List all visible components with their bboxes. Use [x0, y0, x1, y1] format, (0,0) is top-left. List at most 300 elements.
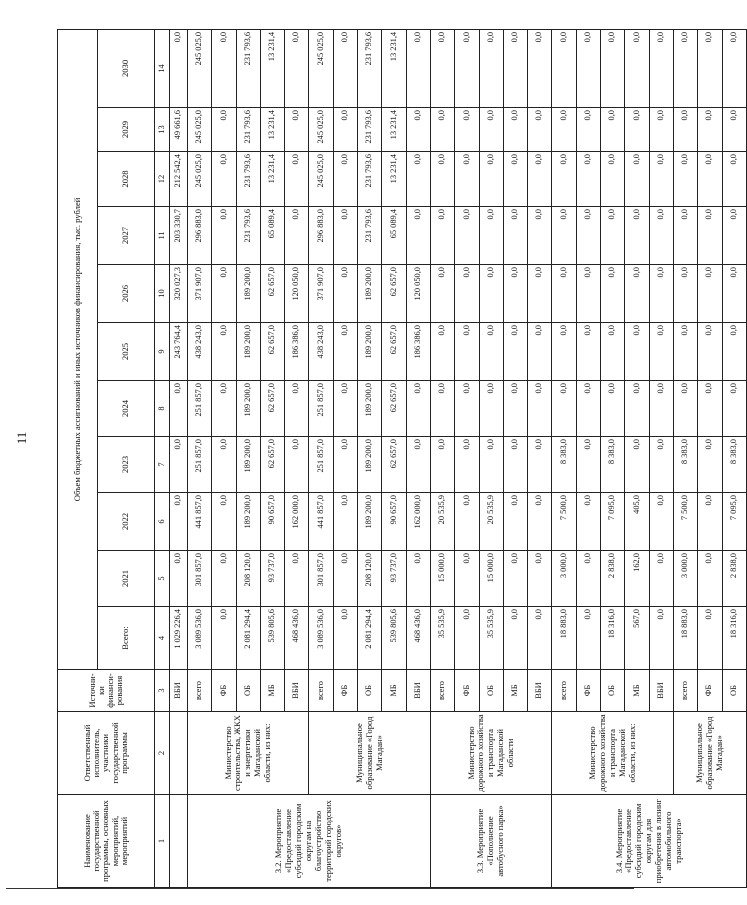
value-cell: 189 200,0 — [358, 323, 382, 381]
funding-table — [57, 29, 747, 888]
value-cell: 0,0 — [503, 152, 527, 207]
value-cell: 0,0 — [406, 207, 430, 265]
source-cell: ОБ — [601, 670, 625, 712]
value-cell: 0,0 — [601, 207, 625, 265]
value-cell: 20 535,9 — [479, 493, 503, 551]
value-cell: 0,0 — [722, 29, 746, 107]
value-cell: 3 089 536,0 — [188, 607, 212, 670]
column-number: 3 — [155, 670, 170, 712]
value-cell: 0,0 — [625, 108, 649, 152]
value-cell: 0,0 — [698, 207, 722, 265]
value-cell: 0,0 — [333, 493, 357, 551]
value-cell: 0,0 — [503, 108, 527, 152]
value-cell: 0,0 — [406, 551, 430, 607]
value-cell: 231 793,6 — [358, 29, 382, 107]
value-cell: 0,0 — [722, 207, 746, 265]
value-cell: 0,0 — [333, 29, 357, 107]
value-cell: 93 737,0 — [260, 551, 284, 607]
header-col1: Наименование государственной программы, основных мероприятий, мероприятий — [58, 795, 155, 888]
value-cell: 0,0 — [649, 152, 673, 207]
value-cell: 0,0 — [601, 152, 625, 207]
value-cell: 13 231,4 — [260, 108, 284, 152]
value-cell: 0,0 — [333, 381, 357, 437]
table-row — [309, 29, 333, 887]
value-cell: 0,0 — [528, 265, 552, 323]
value-cell: 0,0 — [673, 381, 697, 437]
value-cell: 0,0 — [673, 108, 697, 152]
value-cell: 0,0 — [170, 551, 188, 607]
source-cell: ФБ — [576, 670, 600, 712]
value-cell: 0,0 — [649, 108, 673, 152]
executor-name: Муниципальное образование «Город Магадан» — [309, 712, 430, 795]
value-cell: 441 857,0 — [188, 493, 212, 551]
header-year: 2022 — [98, 493, 155, 551]
value-cell: 301 857,0 — [188, 551, 212, 607]
source-cell: ФБ — [698, 670, 722, 712]
value-cell: 0,0 — [455, 323, 479, 381]
value-cell: 0,0 — [455, 152, 479, 207]
value-cell: 0,0 — [649, 607, 673, 670]
value-cell: 0,0 — [212, 437, 236, 493]
value-cell: 0,0 — [649, 207, 673, 265]
value-cell: 301 857,0 — [309, 551, 333, 607]
value-cell: 0,0 — [625, 265, 649, 323]
value-cell: 2 838,0 — [601, 551, 625, 607]
value-cell: 0,0 — [170, 437, 188, 493]
value-cell: 0,0 — [528, 551, 552, 607]
value-cell: 0,0 — [528, 207, 552, 265]
value-cell: 0,0 — [673, 152, 697, 207]
value-cell: 189 200,0 — [358, 437, 382, 493]
value-cell: 0,0 — [212, 152, 236, 207]
value-cell: 20 535,9 — [430, 493, 454, 551]
value-cell: 208 120,0 — [358, 551, 382, 607]
value-cell: 0,0 — [698, 323, 722, 381]
value-cell: 15 000,0 — [430, 551, 454, 607]
value-cell: 0,0 — [552, 381, 576, 437]
header-year: 2027 — [98, 207, 155, 265]
value-cell: 0,0 — [528, 152, 552, 207]
value-cell: 0,0 — [698, 607, 722, 670]
value-cell: 8 383,0 — [673, 437, 697, 493]
source-cell: ОБ — [722, 670, 746, 712]
table-row — [430, 29, 454, 887]
value-cell: 0,0 — [698, 551, 722, 607]
value-cell: 0,0 — [576, 381, 600, 437]
column-number: 14 — [155, 29, 170, 107]
value-cell: 7 500,0 — [552, 493, 576, 551]
value-cell: 90 657,0 — [260, 493, 284, 551]
page-number: 11 — [14, 431, 29, 445]
source-cell: ВБИ — [170, 670, 188, 712]
value-cell: 0,0 — [455, 108, 479, 152]
value-cell: 120 050,0 — [285, 265, 309, 323]
value-cell: 438 243,0 — [309, 323, 333, 381]
footer-rule — [6, 888, 634, 889]
value-cell: 62 657,0 — [260, 265, 284, 323]
header-col3: Источни-ки финанси-рования — [58, 670, 155, 712]
value-cell: 0,0 — [673, 323, 697, 381]
value-cell: 0,0 — [503, 207, 527, 265]
header-year: 2021 — [98, 551, 155, 607]
value-cell: 208 120,0 — [236, 551, 260, 607]
value-cell: 251 857,0 — [309, 437, 333, 493]
column-number: 13 — [155, 108, 170, 152]
executor-name: Министерство строительства, ЖКХ и энергетики Магаданской области, из них: — [188, 712, 309, 795]
value-cell: 0,0 — [552, 152, 576, 207]
source-cell: ВБИ — [649, 670, 673, 712]
value-cell: 405,0 — [625, 493, 649, 551]
value-cell: 189 200,0 — [236, 323, 260, 381]
value-cell: 0,0 — [430, 381, 454, 437]
value-cell: 0,0 — [649, 493, 673, 551]
column-number: 12 — [155, 152, 170, 207]
value-cell: 189 200,0 — [236, 493, 260, 551]
source-cell: ВБИ — [285, 670, 309, 712]
value-cell: 0,0 — [212, 323, 236, 381]
value-cell: 0,0 — [455, 607, 479, 670]
value-cell: 231 793,6 — [358, 152, 382, 207]
value-cell: 0,0 — [625, 437, 649, 493]
value-cell: 189 200,0 — [236, 437, 260, 493]
value-cell: 0,0 — [430, 29, 454, 107]
value-cell: 65 089,4 — [382, 207, 406, 265]
value-cell: 245 025,0 — [309, 152, 333, 207]
value-cell: 62 657,0 — [382, 381, 406, 437]
value-cell: 0,0 — [649, 551, 673, 607]
source-cell: всего — [430, 670, 454, 712]
value-cell: 189 200,0 — [236, 265, 260, 323]
value-cell: 0,0 — [455, 207, 479, 265]
value-cell: 2 081 294,4 — [236, 607, 260, 670]
source-cell: МБ — [382, 670, 406, 712]
column-number: 9 — [155, 323, 170, 381]
value-cell: 0,0 — [406, 29, 430, 107]
value-cell: 90 657,0 — [382, 493, 406, 551]
value-cell: 231 793,6 — [236, 108, 260, 152]
value-cell: 35 535,9 — [479, 607, 503, 670]
value-cell: 203 330,7 — [170, 207, 188, 265]
value-cell: 0,0 — [285, 108, 309, 152]
value-cell: 189 200,0 — [358, 493, 382, 551]
value-cell: 0,0 — [479, 437, 503, 493]
value-cell: 0,0 — [406, 152, 430, 207]
value-cell: 0,0 — [479, 265, 503, 323]
value-cell: 0,0 — [625, 381, 649, 437]
source-cell: ВБИ — [406, 670, 430, 712]
value-cell: 0,0 — [722, 152, 746, 207]
value-cell: 0,0 — [333, 551, 357, 607]
source-cell: всего — [552, 670, 576, 712]
value-cell: 539 805,6 — [382, 607, 406, 670]
value-cell: 0,0 — [552, 207, 576, 265]
value-cell: 0,0 — [528, 437, 552, 493]
value-cell: 0,0 — [576, 207, 600, 265]
value-cell: 0,0 — [722, 381, 746, 437]
value-cell: 62 657,0 — [260, 437, 284, 493]
header-col2: Ответственный исполнитель, участники государственной программы — [58, 712, 155, 795]
header-year: 2025 — [98, 323, 155, 381]
value-cell: 0,0 — [503, 551, 527, 607]
source-cell: ОБ — [479, 670, 503, 712]
value-cell: 0,0 — [333, 152, 357, 207]
value-cell: 0,0 — [455, 551, 479, 607]
value-cell: 0,0 — [576, 152, 600, 207]
header-total: Всего: — [98, 607, 155, 670]
value-cell: 18 883,0 — [673, 607, 697, 670]
value-cell: 0,0 — [430, 437, 454, 493]
value-cell: 0,0 — [285, 207, 309, 265]
value-cell: 0,0 — [625, 323, 649, 381]
value-cell: 0,0 — [698, 108, 722, 152]
value-cell: 245 025,0 — [188, 29, 212, 107]
value-cell: 1 029 226,4 — [170, 607, 188, 670]
value-cell: 371 907,0 — [309, 265, 333, 323]
value-cell: 0,0 — [649, 323, 673, 381]
value-cell: 0,0 — [698, 152, 722, 207]
value-cell: 62 657,0 — [260, 381, 284, 437]
measure-name: 3.3. Мероприятие «Пополнение автобусного парка» — [430, 795, 551, 888]
value-cell: 0,0 — [698, 265, 722, 323]
value-cell: 0,0 — [649, 381, 673, 437]
value-cell: 15 000,0 — [479, 551, 503, 607]
value-cell: 231 793,6 — [358, 108, 382, 152]
table-row — [552, 29, 576, 887]
value-cell: 8 383,0 — [601, 437, 625, 493]
column-number: 6 — [155, 493, 170, 551]
value-cell: 35 535,9 — [430, 607, 454, 670]
value-cell: 0,0 — [170, 29, 188, 107]
value-cell: 245 025,0 — [309, 29, 333, 107]
column-number: 4 — [155, 607, 170, 670]
value-cell: 231 793,6 — [236, 29, 260, 107]
value-cell: 567,0 — [625, 607, 649, 670]
value-cell: 189 200,0 — [358, 381, 382, 437]
value-cell: 243 764,4 — [170, 323, 188, 381]
value-cell: 0,0 — [285, 551, 309, 607]
value-cell: 0,0 — [503, 607, 527, 670]
value-cell: 120 050,0 — [406, 265, 430, 323]
measure-name: 3.2. Мероприятие «Предоставление субсидий городским округам на благоустройство территорий городских округов» — [188, 795, 431, 888]
value-cell: 0,0 — [479, 323, 503, 381]
value-cell: 49 661,6 — [170, 108, 188, 152]
value-cell: 0,0 — [212, 551, 236, 607]
header-year: 2024 — [98, 381, 155, 437]
value-cell: 0,0 — [576, 493, 600, 551]
executor-name: Министерство дорожного хозяйства и транспорта Магаданской области, из них: — [552, 712, 673, 795]
value-cell: 0,0 — [528, 323, 552, 381]
value-cell: 0,0 — [430, 265, 454, 323]
value-cell: 0,0 — [430, 108, 454, 152]
executor-name: Муниципальное образование «Город Магадан» — [673, 712, 746, 795]
value-cell: 231 793,6 — [236, 152, 260, 207]
value-cell: 0,0 — [698, 29, 722, 107]
value-cell: 0,0 — [455, 381, 479, 437]
source-cell: ВБИ — [528, 670, 552, 712]
value-cell: 0,0 — [212, 381, 236, 437]
value-cell: 320 027,3 — [170, 265, 188, 323]
value-cell: 0,0 — [649, 29, 673, 107]
header-year: 2030 — [98, 29, 155, 107]
value-cell: 62 657,0 — [260, 323, 284, 381]
value-cell: 0,0 — [406, 108, 430, 152]
value-cell: 0,0 — [698, 437, 722, 493]
executor-name: Министерство дорожного хозяйства и транспорта Магаданской области — [430, 712, 551, 795]
value-cell: 0,0 — [722, 323, 746, 381]
value-cell: 0,0 — [479, 207, 503, 265]
value-cell: 3 089 536,0 — [309, 607, 333, 670]
value-cell: 0,0 — [698, 381, 722, 437]
value-cell: 162 000,0 — [406, 493, 430, 551]
value-cell: 0,0 — [212, 265, 236, 323]
value-cell: 0,0 — [503, 381, 527, 437]
value-cell: 251 857,0 — [188, 437, 212, 493]
source-cell: ФБ — [455, 670, 479, 712]
value-cell: 0,0 — [333, 265, 357, 323]
column-number: 1 — [155, 795, 170, 888]
value-cell: 0,0 — [333, 607, 357, 670]
value-cell: 7 095,0 — [722, 493, 746, 551]
value-cell: 0,0 — [285, 437, 309, 493]
value-cell: 0,0 — [455, 265, 479, 323]
column-number: 5 — [155, 551, 170, 607]
source-cell: всего — [188, 670, 212, 712]
value-cell: 212 542,4 — [170, 152, 188, 207]
value-cell: 3 000,0 — [552, 551, 576, 607]
source-cell: ФБ — [212, 670, 236, 712]
value-cell: 0,0 — [576, 323, 600, 381]
table-row — [170, 29, 188, 887]
value-cell: 231 793,6 — [236, 207, 260, 265]
value-cell: 62 657,0 — [382, 323, 406, 381]
value-cell: 0,0 — [430, 323, 454, 381]
empty-cell — [170, 795, 188, 888]
value-cell: 245 025,0 — [309, 108, 333, 152]
value-cell: 0,0 — [212, 207, 236, 265]
value-cell: 0,0 — [552, 29, 576, 107]
value-cell: 0,0 — [430, 207, 454, 265]
value-cell: 62 657,0 — [382, 265, 406, 323]
value-cell: 2 838,0 — [722, 551, 746, 607]
column-number: 2 — [155, 712, 170, 795]
value-cell: 0,0 — [170, 493, 188, 551]
value-cell: 162 000,0 — [285, 493, 309, 551]
value-cell: 296 883,0 — [188, 207, 212, 265]
source-cell: МБ — [260, 670, 284, 712]
measure-name: 3.4. Мероприятие «Предоставление субсидий городским округам для приобретения в лизинг автомобильного транспорта» — [552, 795, 746, 888]
empty-cell — [170, 712, 188, 795]
value-cell: 0,0 — [285, 29, 309, 107]
header-year: 2029 — [98, 108, 155, 152]
value-cell: 13 231,4 — [260, 29, 284, 107]
value-cell: 0,0 — [576, 108, 600, 152]
value-cell: 0,0 — [601, 323, 625, 381]
value-cell: 93 737,0 — [382, 551, 406, 607]
value-cell: 0,0 — [576, 551, 600, 607]
header-funding: Объем бюджетных ассигнований и иных источников финансирования, тыс. рублей — [58, 29, 98, 669]
value-cell: 0,0 — [552, 108, 576, 152]
value-cell: 186 386,0 — [285, 323, 309, 381]
source-cell: МБ — [625, 670, 649, 712]
value-cell: 231 793,6 — [358, 207, 382, 265]
header-year: 2028 — [98, 152, 155, 207]
value-cell: 0,0 — [406, 437, 430, 493]
value-cell: 0,0 — [528, 29, 552, 107]
value-cell: 7 095,0 — [601, 493, 625, 551]
value-cell: 0,0 — [285, 152, 309, 207]
value-cell: 2 081 294,4 — [358, 607, 382, 670]
value-cell: 0,0 — [455, 493, 479, 551]
value-cell: 0,0 — [212, 607, 236, 670]
table-body — [58, 29, 747, 887]
value-cell: 0,0 — [479, 381, 503, 437]
value-cell: 0,0 — [698, 493, 722, 551]
value-cell: 0,0 — [528, 381, 552, 437]
value-cell: 0,0 — [673, 29, 697, 107]
value-cell: 3 000,0 — [673, 551, 697, 607]
value-cell: 62 657,0 — [382, 437, 406, 493]
value-cell: 0,0 — [479, 108, 503, 152]
value-cell: 8 383,0 — [552, 437, 576, 493]
value-cell: 186 386,0 — [406, 323, 430, 381]
value-cell: 0,0 — [455, 437, 479, 493]
value-cell: 0,0 — [625, 152, 649, 207]
value-cell: 13 231,4 — [260, 152, 284, 207]
value-cell: 0,0 — [528, 607, 552, 670]
source-cell: ОБ — [236, 670, 260, 712]
value-cell: 0,0 — [625, 29, 649, 107]
value-cell: 0,0 — [552, 323, 576, 381]
value-cell: 251 857,0 — [188, 381, 212, 437]
value-cell: 0,0 — [503, 437, 527, 493]
value-cell: 0,0 — [552, 265, 576, 323]
value-cell: 371 907,0 — [188, 265, 212, 323]
value-cell: 8 383,0 — [722, 437, 746, 493]
value-cell: 0,0 — [170, 381, 188, 437]
value-cell: 0,0 — [212, 493, 236, 551]
value-cell: 0,0 — [503, 265, 527, 323]
value-cell: 18 883,0 — [552, 607, 576, 670]
value-cell: 0,0 — [503, 493, 527, 551]
value-cell: 189 200,0 — [236, 381, 260, 437]
value-cell: 0,0 — [673, 265, 697, 323]
source-cell: ОБ — [358, 670, 382, 712]
value-cell: 0,0 — [601, 29, 625, 107]
value-cell: 13 231,4 — [382, 29, 406, 107]
value-cell: 0,0 — [576, 29, 600, 107]
value-cell: 468 436,0 — [285, 607, 309, 670]
value-cell: 0,0 — [406, 381, 430, 437]
value-cell: 0,0 — [285, 381, 309, 437]
value-cell: 0,0 — [333, 108, 357, 152]
value-cell: 0,0 — [576, 607, 600, 670]
column-number: 7 — [155, 437, 170, 493]
column-number: 8 — [155, 381, 170, 437]
value-cell: 0,0 — [333, 207, 357, 265]
column-number: 10 — [155, 265, 170, 323]
value-cell: 245 025,0 — [188, 108, 212, 152]
value-cell: 0,0 — [479, 152, 503, 207]
value-cell: 0,0 — [649, 265, 673, 323]
value-cell: 7 500,0 — [673, 493, 697, 551]
value-cell: 0,0 — [601, 381, 625, 437]
rotated-table-area — [57, 30, 738, 888]
value-cell: 18 316,0 — [722, 607, 746, 670]
value-cell: 13 231,4 — [382, 152, 406, 207]
source-cell: всего — [673, 670, 697, 712]
value-cell: 0,0 — [576, 265, 600, 323]
value-cell: 0,0 — [455, 29, 479, 107]
